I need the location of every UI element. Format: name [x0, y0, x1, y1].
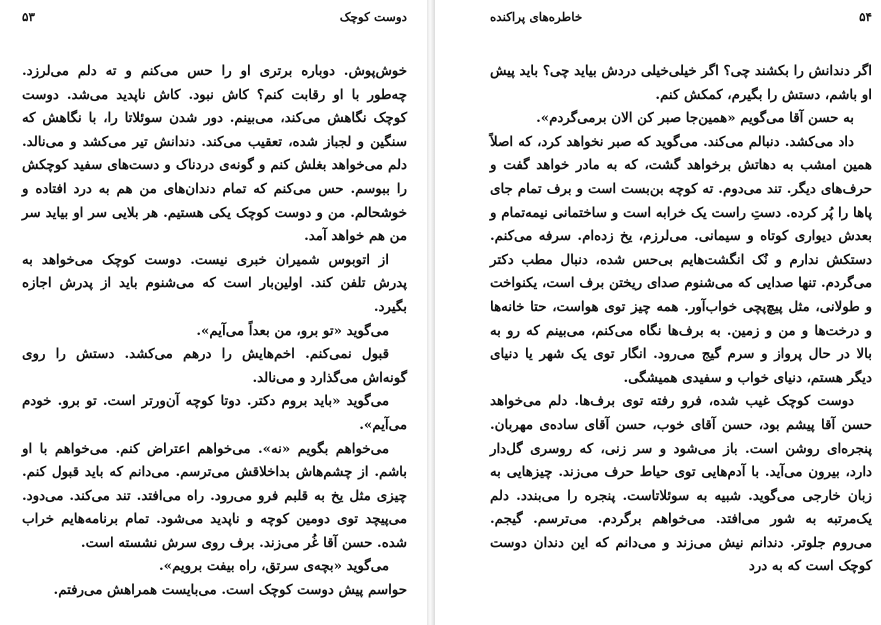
left-page	[0, 0, 427, 625]
paragraph: اگر دندانش را بکشند چی؟ اگر خیلی‌خیلی دردش بیاید چی؟ باید پیش او باشم، دستش را بگیرم، کمکش کنم.	[490, 63, 872, 103]
paragraph: می‌گوید «باید بروم دکتر. دوتا کوچه آن‌ورتر است. تو برو. خودم می‌آیم».	[22, 393, 407, 433]
paragraph: قبول نمی‌کنم. اخم‌هایش را درهم می‌کشد. دستش را روی گونه‌اش می‌گذارد و می‌نالد.	[22, 346, 407, 386]
paragraph: داد می‌کشد. دنبالم می‌کند. می‌گوید که صبر نخواهد کرد، که اصلاً همین امشب به دهاتش برخواهد گشت، که به مادر خواهد گفت و حرف‌های دیگر. تند می‌دوم. ته کوچه بن‌بست است و برف تمام جای پاها را پُر کرده. دستِ راست یک خرابه است و ساختمانی نیمه‌تمام و بعدش دیواری کوتاه و سیمانی. می‌لرزم، یخ زده‌ام. سرفه می‌کنم. دستکش ندارم و نُک انگشت‌هایم بی‌حس شده، دنبال مطب دکتر می‌گردم. تنها صدایی که می‌شنوم صدای ریختن برف است، یکنواخت و طولانی، مثل پیچ‌پچی خواب‌آور. همه چیز توی هواست، حتا خانه‌ها و درخت‌ها و من و زمین. به برف‌ها نگاه می‌کنم، می‌بینم که رو به بالا در حال پرواز و سرم گیج می‌رود. انگار توی یک شهر یا دنیای دیگر هستم، دنیای خواب و سفیدی همیشگی.	[490, 133, 872, 386]
paragraph: حواسم پیش دوست کوچک است. می‌بایست همراهش می‌رفتم.	[53, 582, 407, 599]
left-page-header	[22, 10, 407, 24]
right-page-body	[490, 60, 872, 579]
left-page-number: ۵۳	[22, 10, 35, 24]
left-page-body	[22, 60, 407, 603]
paragraph: از اتوبوس شمیران خبری نیست. دوست کوچک می‌خواهد به پدرش تلفن کند. اولین‌بار است که می‌شنوم باید از پدرش اجازه بگیرد.	[22, 251, 407, 315]
right-page-number: ۵۴	[859, 10, 872, 24]
book-gutter	[427, 0, 435, 625]
paragraph: خوش‌پوش. دوباره برتری او را حس می‌کنم و ته دلم می‌لرزد. چه‌طور با او رقابت کنم؟ کاش نبود. کاش ناپدید می‌شد. دوست کوچک نگاهش می‌کند، می‌بینم. دور شدن سوئلاتا را، با نگاهش که سنگین و لجباز شده، تعقیب می‌کند. دندانش تیر می‌کشد و می‌نالد. دلم می‌خواهد بغلش کنم و گونه‌ی دردناک و دست‌های سفید کوچکش را ببوسم. حس می‌کنم که تمام دندان‌های من هم به درد افتاده و خوشحالم. من و دوست کوچک یکی هستیم. هر بلایی سر او بیاید سر من هم خواهد آمد.	[22, 63, 407, 245]
paragraph: می‌گوید «تو برو، من بعداً می‌آیم».	[196, 322, 389, 339]
paragraph: می‌خواهم بگویم «نه». می‌خواهم اعتراض کنم. می‌خواهم با او باشم. از چشم‌هاش بداخلاقش می‌ترسم. می‌دانم که باید قبول کنم. چیزی مثل یخ به قلبم فرو می‌رود. راه می‌افتد. تند می‌کند. می‌دود. می‌پیچد توی دومین کوچه و ناپدید می‌شود. تمام برنامه‌هایم خراب شده. حسن آقا غُر می‌زند. برف روی سرش نشسته است.	[22, 440, 407, 551]
paragraph: می‌گوید «بچه‌ی سرتق، راه بیفت برویم».	[158, 558, 389, 575]
right-running-title: خاطره‌های پراکنده	[490, 10, 583, 24]
right-page-header	[490, 10, 872, 24]
paragraph: دوست کوچک غیب شده، فرو رفته توی برف‌ها. دلم می‌خواهد حسن آقا پیشم بود، حسن آقای خوب، حسن آقای ساده‌ی مهربان. پنجره‌ای روشن است. باز می‌شود و سر زنی، که روسری گل‌دار دارد، بیرون می‌آید. با آدم‌هایی توی حیاط حرف می‌زند. چیزهایی به زبان خارجی می‌گوید. شبیه به سوئلاتاست. پنجره را می‌بندد. دلم یک‌مرتبه به شور می‌افتد. می‌خواهم برگردم. می‌ترسم. گیجم. می‌روم جلوتر. دندانم نیش می‌زند و می‌دانم که این دندان دوست کوچک است که به درد	[490, 393, 872, 575]
right-page	[435, 0, 881, 625]
left-running-title: دوست کوچک	[339, 10, 407, 24]
paragraph: به حسن آقا می‌گویم «همین‌جا صبر کن الان برمی‌گردم».	[536, 110, 854, 127]
